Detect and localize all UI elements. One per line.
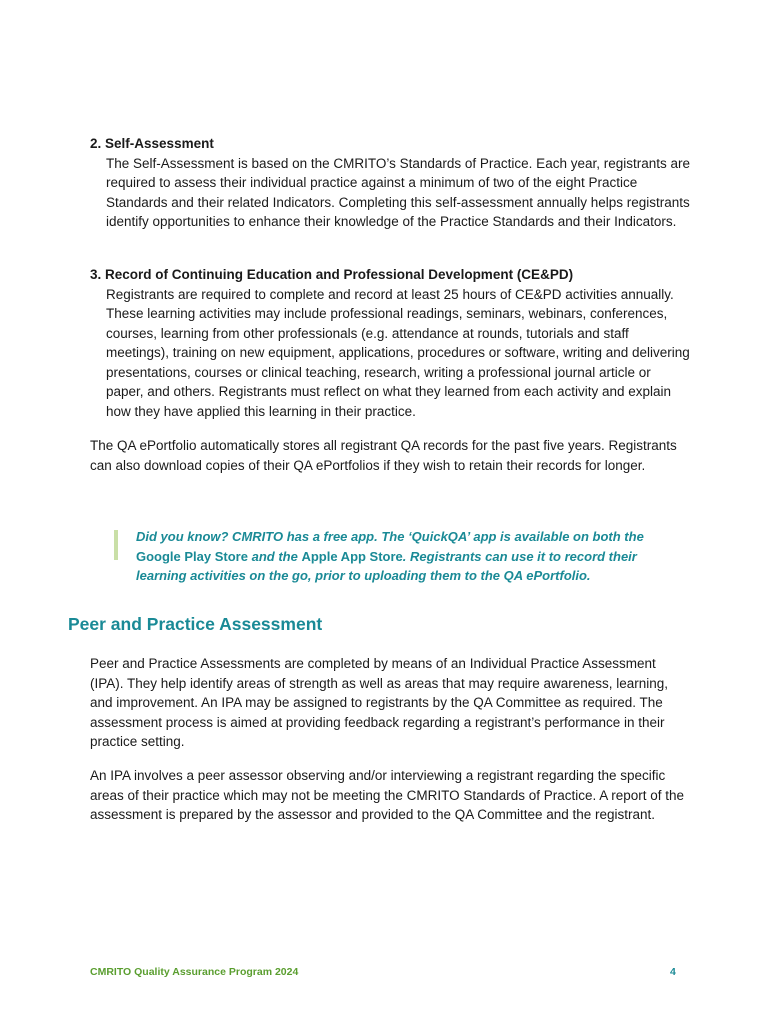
list-item-body: The Self-Assessment is based on the CMRITO’s Standards of Practice. Each year, registrants are required to assess their individual practice against a minimum of two of the eight Practice Standards and their related Indicators. Completing this self-assessment annually helps registrants identify opportunities to enhance their knowledge of the Practice Standards and their Indicators. xyxy=(106,155,691,229)
google-play-store-label: Google Play Store xyxy=(136,548,248,564)
list-item-number: 3. xyxy=(90,267,102,282)
ipa-process-paragraph: An IPA involves a peer assessor observing and/or interviewing a registrant regarding the specific areas of their practice which may not be meeting the CMRITO Standards of Practice. A report of the assessment is prepared by the assessor and provided to the QA Committee and the registrant. xyxy=(90,768,685,822)
list-item-title xyxy=(90,134,690,154)
list-item-heading: Self-Assessment xyxy=(105,136,214,151)
list-item-heading: Record of Continuing Education and Professional Development (CE&PD) xyxy=(105,267,574,282)
callout-text-part2: and the xyxy=(247,548,302,564)
callout-text-part1: Did you know? CMRITO has a free app. The ‘QuickQA’ app is available on both the xyxy=(136,529,644,544)
page-number: 4 xyxy=(670,966,676,978)
callout-accent-bar xyxy=(114,530,118,560)
list-item-body: Registrants are required to complete and record at least 25 hours of CE&PD activities annually. These learning activities may include professional readings, seminars, webinars, conferences, courses, learning from other professionals (e.g. attendance at rounds, tutorials and staff meetings), training on new equipment, applications, procedures or software, writing and delivering presentations, courses or clinical teaching, research, writing a professional journal article or paper, and others. Registrants must reflect on what they learned from each activity and explain how they have applied this learning in their practice. xyxy=(106,286,690,419)
callout-text xyxy=(136,527,686,586)
footer-title: CMRITO Quality Assurance Program 2024 xyxy=(90,966,299,978)
apple-app-store-label: Apple App Store xyxy=(301,548,403,564)
list-item-title xyxy=(90,265,690,285)
section-heading: Peer and Practice Assessment xyxy=(68,614,323,634)
callout-text-part3: . Registrants can use it to record their learning activities on the go, prior to uploading them to the QA ePortfolio. xyxy=(136,548,637,583)
eportfolio-paragraph: The QA ePortfolio automatically stores all registrant QA records for the past five years. Registrants can also download copies of their QA ePortfolios if they wish to retain their records for longer. xyxy=(90,438,677,473)
ipa-intro-paragraph: Peer and Practice Assessments are completed by means of an Individual Practice Assessment (IPA). They help identify areas of strength as well as areas that may require awareness, learning, and improvement. An IPA may be assigned to registrants by the QA Committee as required. The assessment process is aimed at providing feedback regarding a registrant’s performance in their practice setting. xyxy=(90,656,669,749)
list-item-ce-pd xyxy=(90,265,690,421)
list-item-self-assessment xyxy=(90,134,690,232)
list-item-number: 2. xyxy=(90,136,102,151)
